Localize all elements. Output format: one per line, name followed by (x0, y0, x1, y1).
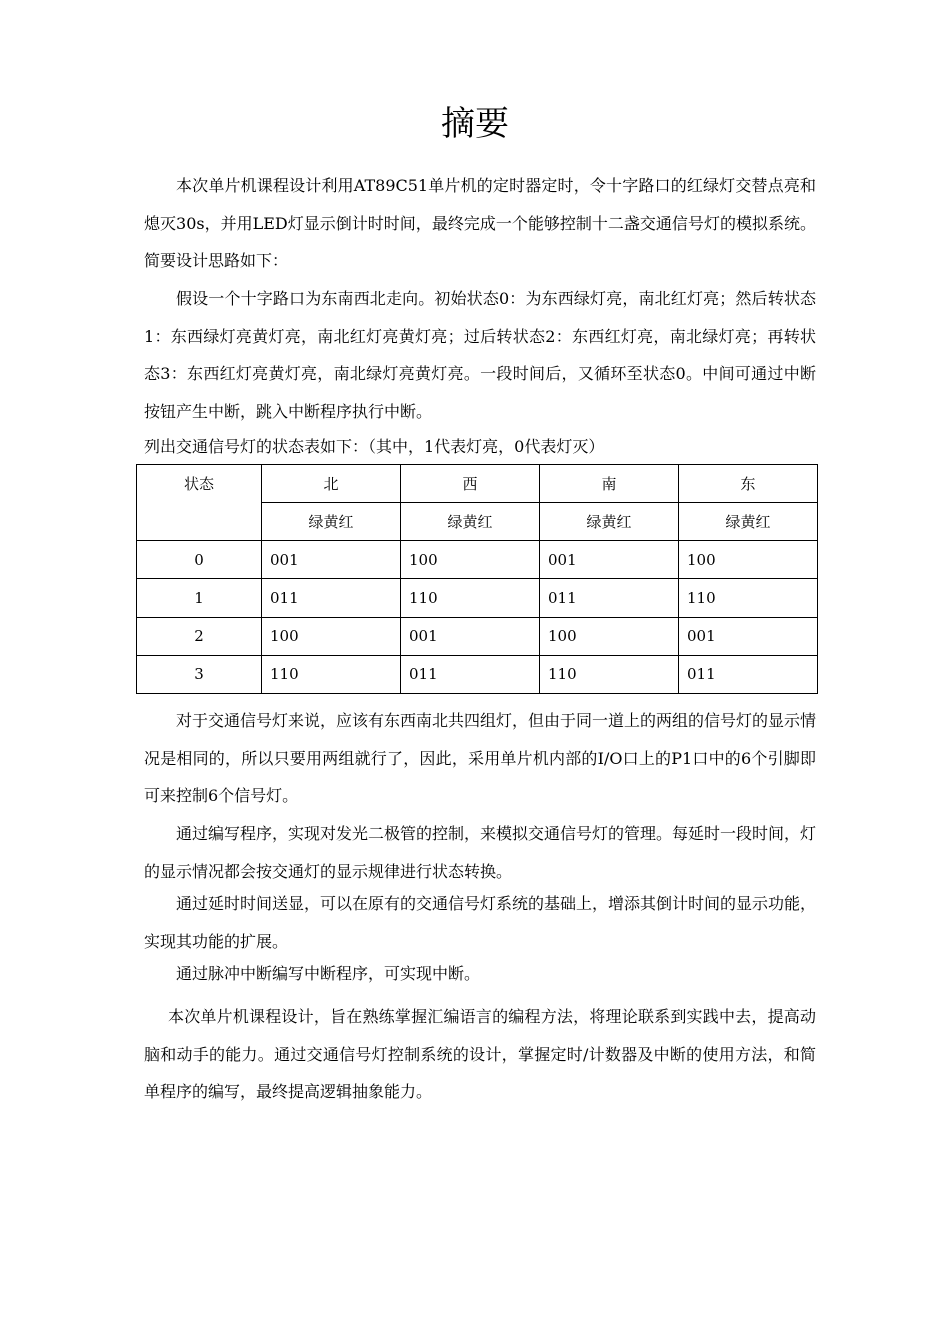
direction-header-south: 南 (540, 465, 679, 503)
direction-header-north: 北 (262, 465, 401, 503)
subheader-cell: 绿黄红 (679, 503, 818, 541)
north-cell: 011 (262, 579, 401, 617)
west-cell: 110 (401, 579, 540, 617)
direction-header-west: 西 (401, 465, 540, 503)
paragraph-display: 通过延时时间送显，可以在原有的交通信号灯系统的基础上，增添其倒计时间的显示功能，实现其功能的扩展。 (144, 894, 817, 951)
table-row (137, 579, 818, 617)
north-cell: 100 (262, 617, 401, 655)
direction-header-east: 东 (679, 465, 818, 503)
east-cell: 100 (679, 541, 818, 579)
west-cell: 011 (401, 655, 540, 693)
paragraph-intro: 本次单片机课程设计利用AT89C51单片机的定时器定时，令十字路口的红绿灯交替点亮和熄灭30s，并用LED灯显示倒计时时间，最终完成一个能够控制十二盏交通信号灯的模拟系统。简要设计思路如下： (144, 176, 816, 270)
south-cell: 001 (540, 541, 679, 579)
south-cell: 100 (540, 617, 679, 655)
west-cell: 001 (401, 617, 540, 655)
state-cell: 0 (137, 541, 262, 579)
west-cell: 100 (401, 541, 540, 579)
south-cell: 110 (540, 655, 679, 693)
table-row (137, 617, 818, 655)
south-cell: 011 (540, 579, 679, 617)
subheader-cell: 绿黄红 (262, 503, 401, 541)
state-table (136, 464, 818, 694)
state-cell: 1 (137, 579, 262, 617)
paragraph-summary: 本次单片机课程设计，旨在熟练掌握汇编语言的编程方法，将理论联系到实践中去，提高动脑和动手的能力。通过交通信号灯控制系统的设计，掌握定时/计数器及中断的使用方法，和简单程序的编写，最终提高逻辑抽象能力。 (144, 1007, 816, 1101)
table-row (137, 655, 818, 693)
paragraph-grouping: 对于交通信号灯来说，应该有东西南北共四组灯，但由于同一道上的两组的信号灯的显示情况是相同的，所以只要用两组就行了，因此，采用单片机内部的I/O口上的P1口中的6个引脚即可来控制6个信号灯。 (144, 711, 817, 805)
east-cell: 001 (679, 617, 818, 655)
east-cell: 011 (679, 655, 818, 693)
north-cell: 001 (262, 541, 401, 579)
table-row (137, 541, 818, 579)
east-cell: 110 (679, 579, 818, 617)
table-header-row (137, 465, 818, 503)
page-title: 摘要 (441, 104, 509, 144)
subheader-cell: 绿黄红 (401, 503, 540, 541)
paragraph-program: 通过编写程序，实现对发光二极管的控制，来模拟交通信号灯的管理。每延时一段时间，灯的显示情况都会按交通灯的显示规律进行状态转换。 (144, 824, 817, 881)
state-cell: 3 (137, 655, 262, 693)
subheader-cell: 绿黄红 (540, 503, 679, 541)
table-caption: 列出交通信号灯的状态表如下：（其中，1代表灯亮，0代表灯灭） (144, 437, 605, 456)
state-header-cell: 状态 (137, 465, 262, 541)
paragraph-interrupt: 通过脉冲中断编写中断程序，可实现中断。 (176, 964, 481, 983)
north-cell: 110 (262, 655, 401, 693)
paragraph-states: 假设一个十字路口为东南西北走向。初始状态0：为东西绿灯亮，南北红灯亮；然后转状态1：东西绿灯亮黄灯亮，南北红灯亮黄灯亮；过后转状态2：东西红灯亮，南北绿灯亮；再转状态3：东西红灯亮黄灯亮，南北绿灯亮黄灯亮。一段时间后，又循环至状态0。中间可通过中断按钮产生中断，跳入中断程序执行中断。 (144, 289, 816, 421)
state-cell: 2 (137, 617, 262, 655)
